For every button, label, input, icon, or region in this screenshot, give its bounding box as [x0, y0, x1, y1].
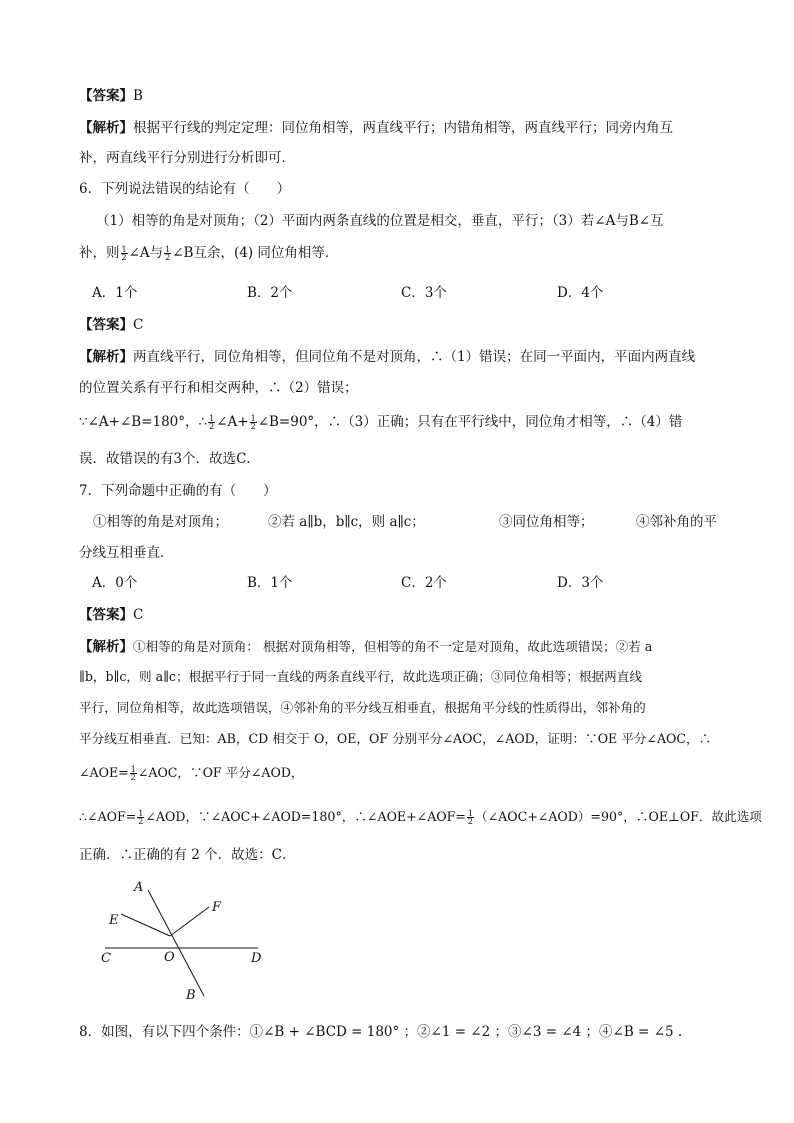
fraction-half: $\frac{1}{2}$ — [467, 809, 474, 826]
text: ∠A与 — [128, 245, 164, 261]
q7-stem: 7．下列命题中正确的有（ ） — [79, 483, 277, 499]
q7-option-c: C．2个 — [401, 575, 447, 591]
analysis-label: 【解析】 — [79, 639, 133, 655]
answer-label: 【答案】 — [79, 607, 133, 623]
q7-answer — [79, 603, 143, 623]
q7-analysis-line-3: 平行，同位角相等，故此选项错误，④邻补角的平分线互相垂直，根据角平分线的性质得出，邻补角的 — [79, 700, 646, 715]
q7-option-b: B．1个 — [247, 575, 293, 591]
label-e: E — [109, 913, 119, 928]
analysis-text: ①相等的角是对顶角： 根据对顶角相等，但相等的角不一定是对顶角，故此选项错误；②若 a — [133, 639, 653, 654]
q7-option-a: A．0个 — [92, 575, 138, 591]
fraction-half: $\frac{1}{2}$ — [121, 245, 127, 262]
q6-option-a: A．1个 — [92, 285, 138, 301]
analysis-label: 【解析】 — [79, 120, 133, 136]
q7-item-3: ③同位角相等； — [499, 514, 594, 530]
ray-of — [170, 907, 209, 936]
q6-analysis-line-4: 误．故错误的有3个．故选C． — [79, 451, 260, 467]
fraction-half: $\frac{1}{2}$ — [250, 414, 256, 431]
text: ∠B互余，(4) 同位角相等． — [172, 245, 339, 261]
q6-answer — [79, 313, 143, 333]
label-a: A — [134, 880, 144, 895]
q7-item-4: ④邻补角的平 — [636, 514, 717, 530]
fraction-half: $\frac{1}{2}$ — [138, 809, 144, 826]
q7-item-1: ①相等的角是对顶角； — [93, 514, 228, 530]
analysis-label: 【解析】 — [79, 349, 133, 365]
q6-stem: 6．下列说法错误的结论有（ ） — [79, 181, 291, 197]
q6-option-c: C．3个 — [401, 285, 447, 301]
q6-analysis-line-2: 的位置关系有平行和相交两种，∴（2）错误； — [79, 380, 358, 396]
answer-value: C — [133, 607, 144, 623]
text: ∴∠AOF= — [79, 809, 137, 824]
label-d: D — [251, 951, 262, 966]
answer-label: 【答案】 — [79, 88, 133, 104]
q6-option-d: D．4个 — [557, 285, 604, 301]
text: ∠AOD，∵∠AOC+∠AOD=180°，∴∠AOE+∠AOF= — [145, 809, 466, 824]
q7-option-d: D．3个 — [557, 575, 604, 591]
q7-item-2: ②若 a∥b，b∥c，则 a∥c； — [268, 514, 425, 530]
q8-stem: 8．如图，有以下四个条件：①∠B + ∠BCD = 180° ；②∠1 = ∠2 ；③∠3 = ∠4 ；④∠B = ∠5 . — [79, 1024, 683, 1040]
q7-analysis-line-4: 平分线互相垂直．已知：AB，CD 相交于 O，OE，OF 分别平分∠AOC，∠AOD，证明：∵OE 平分∠AOC，∴ — [79, 731, 712, 746]
text: 补，则 — [79, 245, 120, 261]
line-ab — [148, 890, 204, 996]
label-b: B — [186, 988, 196, 1003]
label-f: F — [212, 900, 222, 915]
q7-analysis-line-6 — [79, 806, 762, 825]
intersecting-lines-figure — [96, 878, 276, 1008]
label-c: C — [101, 951, 111, 966]
text: ∠A+ — [216, 414, 249, 430]
text: ∠AOC，∵OF 平分∠AOD， — [137, 765, 304, 780]
q6-statement-line-2 — [79, 241, 338, 261]
q6-option-b: B．2个 — [247, 285, 293, 301]
text: ∠AOE= — [79, 765, 129, 780]
q7-statement-line-2: 分线互相垂直． — [79, 545, 174, 561]
answer-value: B — [133, 88, 143, 104]
q7-analysis-line-5 — [79, 762, 304, 781]
fraction-half: $\frac{1}{2}$ — [209, 414, 215, 431]
q7-analysis-line-2: ∥b，b∥c，则 a∥c；根据平行于同一直线的两条直线平行，故此选项正确；③同位角相等；根据两直线 — [79, 669, 642, 684]
q6-statement-line-1: （1）相等的角是对顶角；（2）平面内两条直线的位置是相交，垂直，平行；（3）若∠A与B∠互 — [96, 213, 664, 229]
q7-analysis-line-7: 正确．∴正确的有 2 个．故选：C． — [79, 847, 296, 863]
fraction-half: $\frac{1}{2}$ — [130, 765, 136, 782]
fraction-half: $\frac{1}{2}$ — [165, 245, 171, 262]
q5-analysis-line-2: 补，两直线平行分别进行分析即可． — [79, 150, 295, 166]
q6-analysis-line-3 — [79, 410, 682, 430]
answer-label: 【答案】 — [79, 317, 133, 333]
q5-analysis-line-1 — [79, 116, 673, 136]
text: ∵∠A+∠B=180°，∴ — [79, 414, 208, 430]
text: ∠B=90°，∴（3）正确；只有在平行线中，同位角才相等，∴（4）错 — [257, 414, 683, 430]
q6-analysis-line-1 — [79, 345, 695, 365]
text: （∠AOC+∠AOD）=90°，∴OE⊥OF．故此选项 — [475, 809, 762, 824]
answer-value: C — [133, 317, 144, 333]
q5-answer — [79, 84, 143, 104]
analysis-text: 两直线平行，同位角相等，但同位角不是对顶角，∴（1）错误；在同一平面内，平面内两直线 — [133, 349, 696, 365]
q7-analysis-line-1 — [79, 635, 652, 655]
label-o: O — [164, 950, 175, 965]
analysis-text: 根据平行线的判定定理：同位角相等，两直线平行；内错角相等，两直线平行；同旁内角互 — [133, 120, 673, 136]
